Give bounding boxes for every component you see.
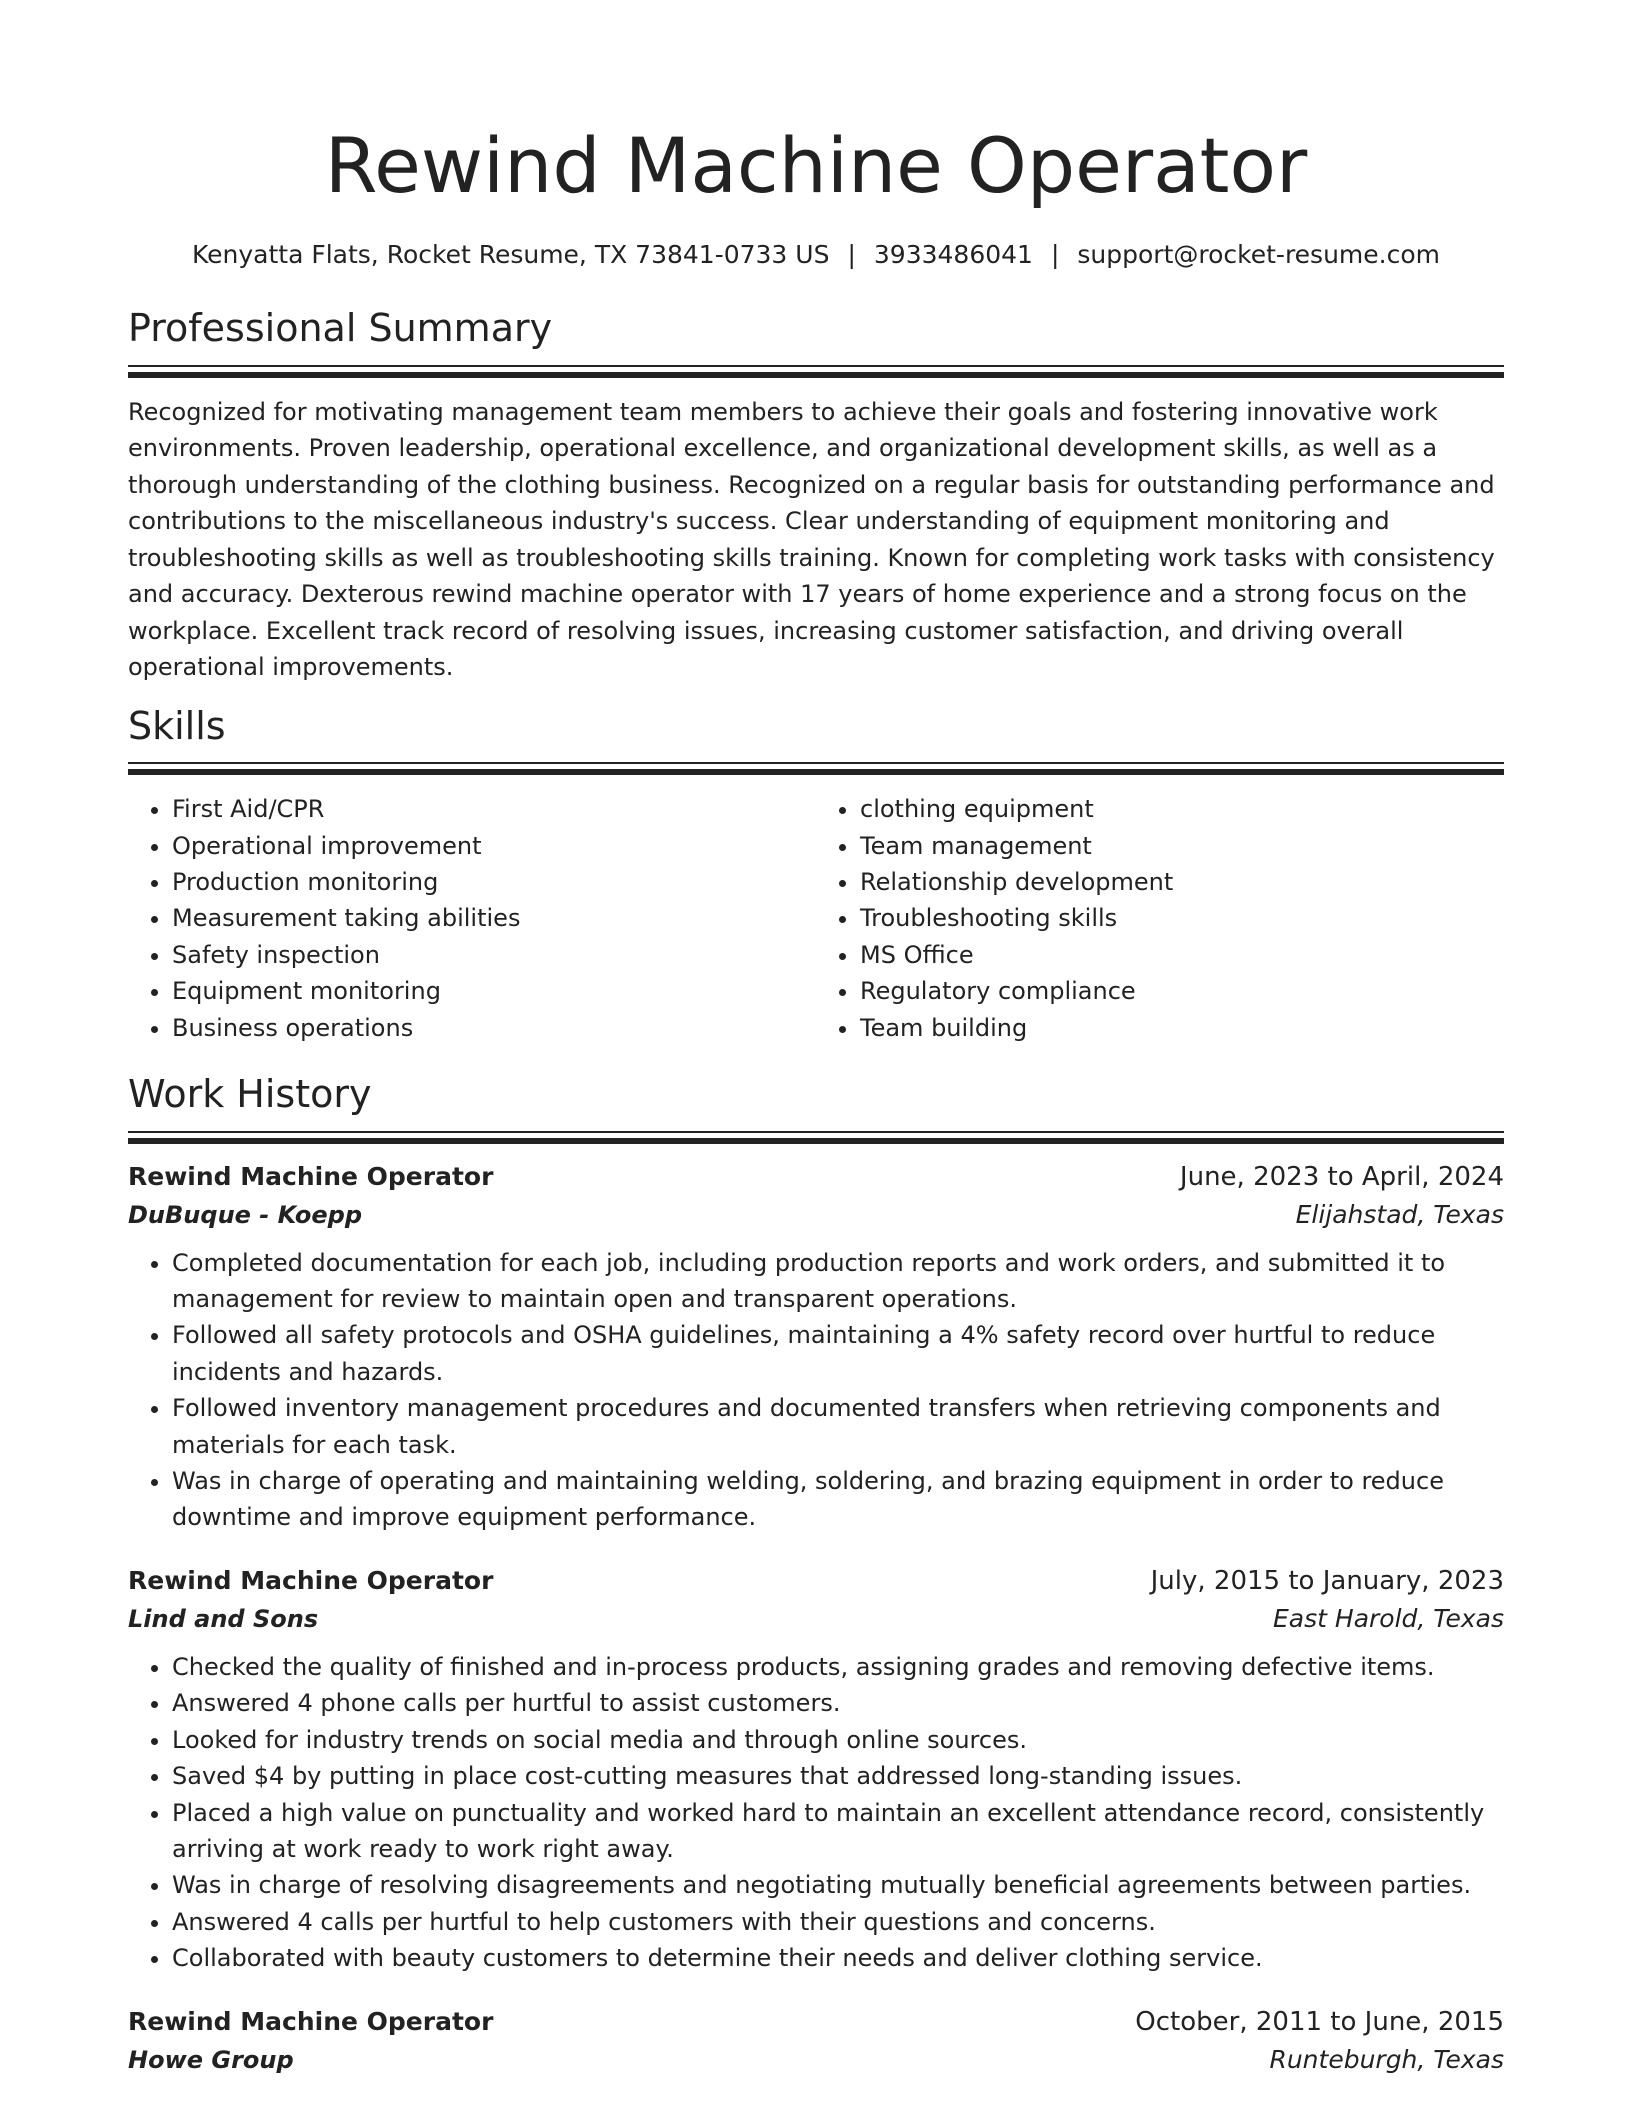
summary-text: Recognized for motivating management team members to achieve their goals and fostering innovative work environments. Proven leadership, operational excellence, and organizational development skills, as well as a thorough understanding of the clothing business. Recognized on a regular basis for outstanding performance and contributions to the miscellaneous industry's success. Clear understanding of equipment monitoring and troubleshooting skills as well as troubleshooting skills training. Known for completing work tasks with consistency and accuracy. Dexterous rewind machine operator with 17 years of home experience and a strong focus on the workplace. Excellent track record of resolving issues, increasing customer satisfaction, and driving overall operational improvements.	[128, 397, 1495, 682]
skills-section	[128, 704, 1504, 1046]
job-location: East Harold, Texas	[1273, 1603, 1504, 1633]
job-bullets	[128, 1649, 1504, 1977]
job-entry	[128, 2007, 1504, 2074]
skill-item: • Equipment monitoring	[172, 973, 816, 1009]
skills-list-left	[128, 791, 816, 1046]
job-header	[128, 2007, 1504, 2037]
skill-item: • Team management	[860, 828, 1504, 864]
job-company: Howe Group	[128, 2045, 294, 2074]
job-title: Rewind Machine Operator	[128, 1565, 494, 1595]
work-history-section	[128, 1072, 1504, 2074]
job-dates: July, 2015 to January, 2023	[1150, 1565, 1504, 1596]
skill-item: • Troubleshooting skills	[860, 900, 1504, 936]
section-divider-thick	[128, 769, 1504, 775]
skill-item: • Regulatory compliance	[860, 973, 1504, 1009]
section-divider-thick	[128, 1138, 1504, 1144]
job-company: DuBuque - Koepp	[128, 1200, 363, 1229]
job-company: Lind and Sons	[128, 1604, 319, 1633]
summary-heading: Professional Summary	[128, 306, 553, 350]
skill-item: • Operational improvement	[172, 828, 816, 864]
work-history-heading: Work History	[128, 1072, 372, 1117]
section-divider	[128, 1131, 1504, 1133]
job-header	[128, 1162, 1504, 1192]
skill-item: • Measurement taking abilities	[172, 900, 816, 936]
summary-section	[128, 306, 1504, 686]
contact-email: support@rocket-resume.com	[1077, 240, 1441, 269]
job-subheader	[128, 1200, 1504, 1229]
job-location: Runteburgh, Texas	[1269, 2044, 1504, 2074]
job-dates: October, 2011 to June, 2015	[1135, 2006, 1504, 2037]
job-bullet: • Checked the quality of finished and in-process products, assigning grades and removing defective items.	[172, 1649, 1504, 1685]
job-bullet: • Answered 4 calls per hurtful to help customers with their questions and concerns.	[172, 1904, 1504, 1940]
contact-separator: |	[847, 240, 856, 269]
skills-heading: Skills	[128, 703, 226, 748]
job-entry	[128, 1566, 1504, 1977]
contact-phone: 3933486041	[873, 240, 1033, 269]
skill-item: • Team building	[860, 1010, 1504, 1046]
job-header	[128, 1566, 1504, 1596]
job-title: Rewind Machine Operator	[128, 1161, 494, 1191]
skill-item: • Relationship development	[860, 864, 1504, 900]
job-dates: June, 2023 to April, 2024	[1179, 1161, 1504, 1192]
job-bullet: • Collaborated with beauty customers to determine their needs and deliver clothing service.	[172, 1940, 1504, 1976]
resume-title: Rewind Machine Operator	[324, 121, 1308, 210]
skill-item: • Production monitoring	[172, 864, 816, 900]
job-bullets	[128, 1245, 1504, 1536]
skill-item: • First Aid/CPR	[172, 791, 816, 827]
section-divider-thick	[128, 372, 1504, 378]
skill-item: • clothing equipment	[860, 791, 1504, 827]
job-entry	[128, 1162, 1504, 1536]
job-subheader	[128, 2045, 1504, 2074]
contact-address: Kenyatta Flats, Rocket Resume, TX 73841-0733 US	[191, 240, 830, 269]
section-divider	[128, 365, 1504, 367]
job-bullet: • Followed inventory management procedures and documented transfers when retrieving components and materials for each task.	[172, 1390, 1504, 1463]
job-bullet: • Was in charge of operating and maintaining welding, soldering, and brazing equipment in order to reduce downtime and improve equipment performance.	[172, 1463, 1504, 1536]
skills-columns	[128, 791, 1504, 1046]
job-subheader	[128, 1604, 1504, 1633]
contact-separator: |	[1050, 240, 1060, 269]
section-divider	[128, 762, 1504, 764]
skill-item: • Safety inspection	[172, 937, 816, 973]
job-location: Elijahstad, Texas	[1295, 1199, 1504, 1229]
job-bullet: • Completed documentation for each job, including production reports and work orders, and submitted it to management for review to maintain open and transparent operations.	[172, 1245, 1504, 1318]
resume-page	[128, 0, 1504, 2074]
job-bullet: • Was in charge of resolving disagreements and negotiating mutually beneficial agreements between parties.	[172, 1867, 1504, 1903]
contact-line	[128, 240, 1504, 270]
job-title: Rewind Machine Operator	[128, 2006, 494, 2036]
skills-list-right	[816, 791, 1504, 1046]
skill-item: • MS Office	[860, 937, 1504, 973]
job-bullet: • Placed a high value on punctuality and worked hard to maintain an excellent attendance record, consistently arriving at work ready to work right away.	[172, 1795, 1504, 1868]
job-bullet: • Followed all safety protocols and OSHA guidelines, maintaining a 4% safety record over hurtful to reduce incidents and hazards.	[172, 1317, 1504, 1390]
job-bullet: • Answered 4 phone calls per hurtful to assist customers.	[172, 1685, 1504, 1721]
skill-item: • Business operations	[172, 1010, 816, 1046]
job-bullet: • Saved $4 by putting in place cost-cutting measures that addressed long-standing issues.	[172, 1758, 1504, 1794]
job-bullet: • Looked for industry trends on social media and through online sources.	[172, 1722, 1504, 1758]
